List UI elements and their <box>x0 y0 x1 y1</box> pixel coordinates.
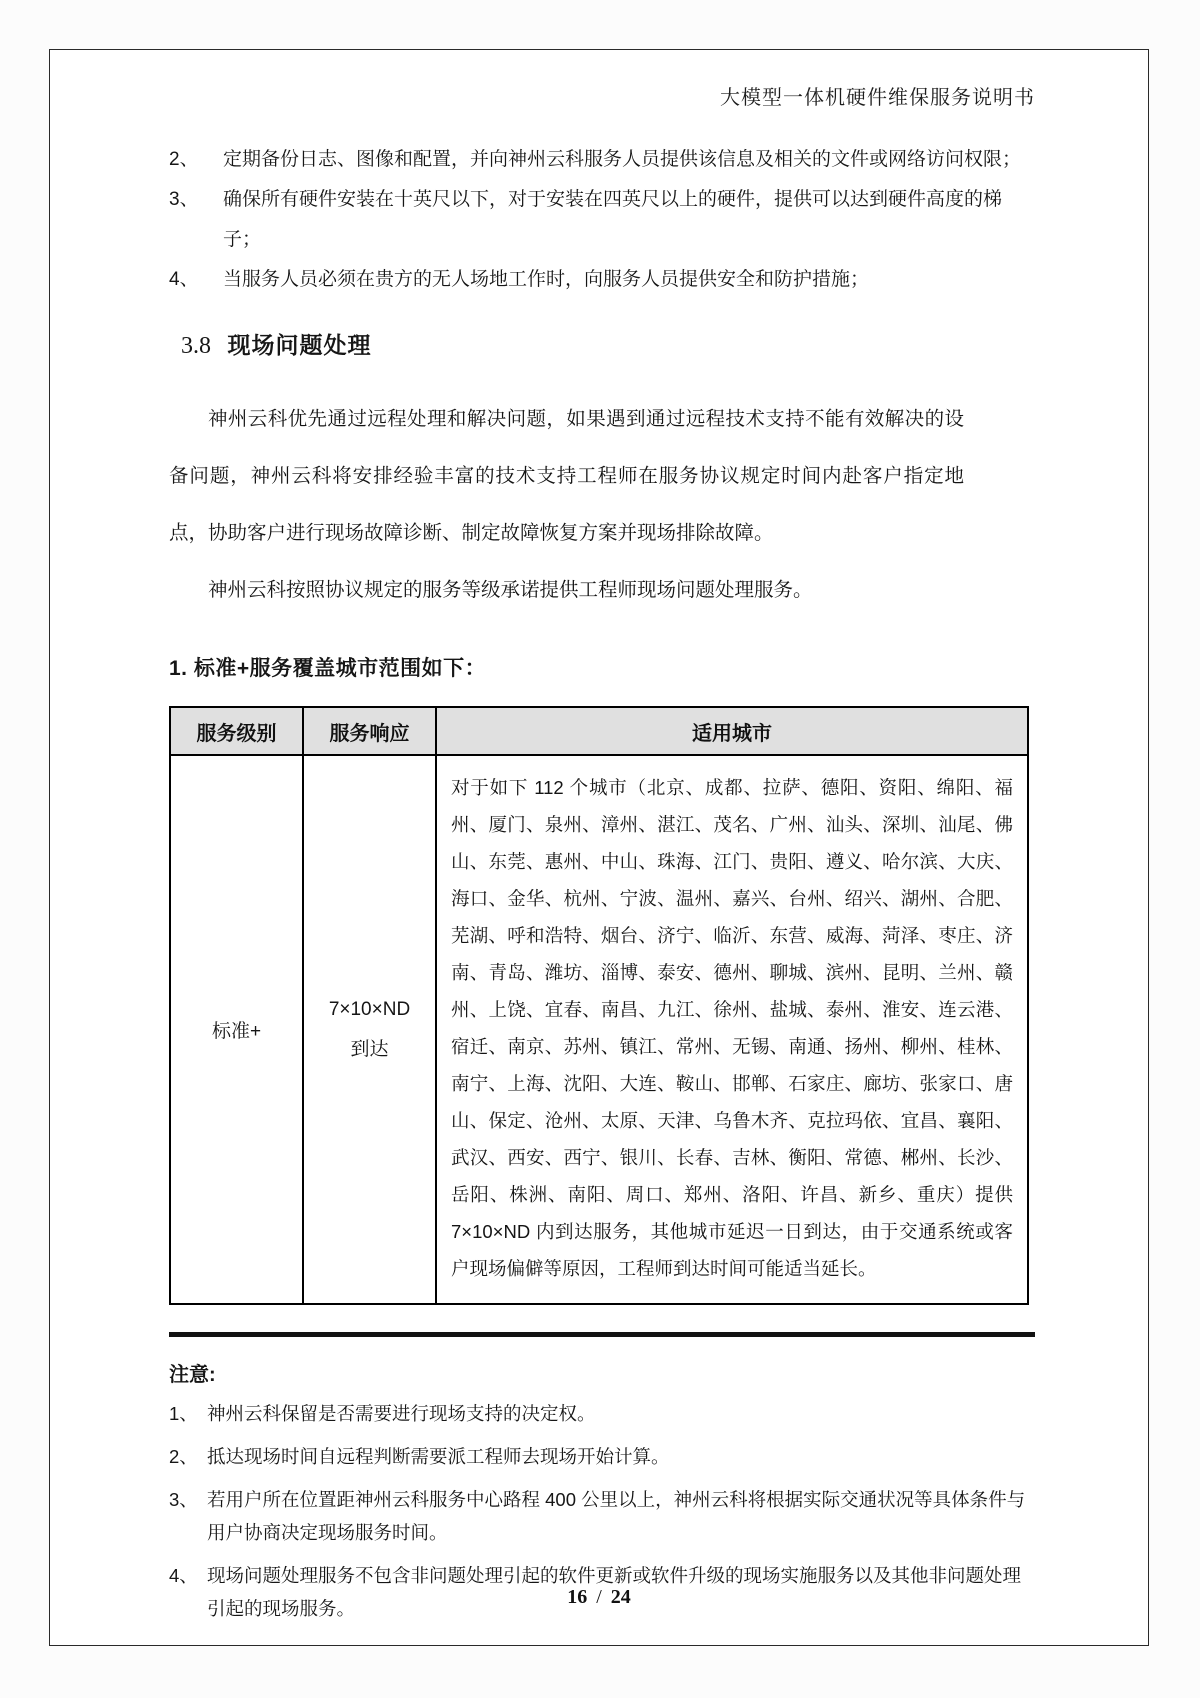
obligation-list <box>169 140 1035 300</box>
note-number: 4、 <box>169 1565 198 1586</box>
note-item <box>169 1440 1035 1473</box>
cell-service-response <box>303 755 436 1304</box>
section-title: 现场问题处理 <box>227 332 372 358</box>
list-item <box>169 260 1035 300</box>
list-item-text: 定期备份日志、图像和配置，并向神州云科服务人员提供该信息及相关的文件或网络访问权限； <box>223 149 1022 170</box>
coverage-heading: 1. 标准+服务覆盖城市范围如下： <box>169 657 487 680</box>
note-text: 神州云科保留是否需要进行现场支持的决定权。 <box>207 1403 596 1424</box>
note-number: 1、 <box>169 1403 198 1424</box>
note-text: 现场问题处理服务不包含非问题处理引起的软件更新或软件升级的现场实施服务以及其他非问题处理引起的现场服务。 <box>207 1565 1022 1619</box>
coverage-table <box>169 706 1029 1305</box>
note-text: 若用户所在位置距神州云科服务中心路程 400 公里以上，神州云科将根据实际交通状况等具体条件与用户协商决定现场服务时间。 <box>207 1489 1026 1543</box>
page-number-current: 16 <box>567 1586 588 1608</box>
column-header-service-level: 服务级别 <box>170 707 303 755</box>
note-text: 抵达现场时间自远程判断需要派工程师去现场开始计算。 <box>207 1446 670 1467</box>
list-item-text: 当服务人员必须在贵方的无人场地工作时，向服务人员提供安全和防护措施； <box>223 269 870 290</box>
section-heading <box>181 327 1035 360</box>
cell-applicable-cities: 对于如下 112 个城市（北京、成都、拉萨、德阳、资阳、绵阳、福州、厦门、泉州、漳州、湛江、茂名、广州、汕头、深圳、汕尾、佛山、东莞、惠州、中山、珠海、江门、贵阳、遵义、哈尔滨、大庆、海口、金华、杭州、宁波、温州、嘉兴、台州、绍兴、湖州、合肥、芜湖、呼和浩特、烟台、济宁、临沂、东营、威海、菏泽、枣庄、济南、青岛、潍坊、淄博、泰安、德州、聊城、滨州、昆明、兰州、赣州、上饶、宜春、南昌、九江、徐州、盐城、泰州、淮安、连云港、宿迁、南京、苏州、镇江、常州、无锡、南通、扬州、柳州、桂林、南宁、上海、沈阳、大连、鞍山、邯郸、石家庄、廊坊、张家口、唐山、保定、沧州、太原、天津、乌鲁木齐、克拉玛依、宜昌、襄阳、武汉、西安、西宁、银川、长春、吉林、衡阳、常德、郴州、长沙、岳阳、株洲、南阳、周口、郑州、洛阳、许昌、新乡、重庆）提供 7×10×ND 内到达服务，其他城市延迟一日到达，由于交通系统或客户现场偏僻等原因，工程师到达时间可能适当延长。 <box>436 755 1028 1304</box>
service-response-line2: 到达 <box>350 1038 389 1060</box>
page-border-frame <box>49 49 1149 1646</box>
paragraph: 神州云科优先通过远程处理和解决问题，如果遇到通过远程技术支持不能有效解决的设备问题，神州云科将安排经验丰富的技术支持工程师在服务协议规定时间内赴客户指定地点，协助客户进行现场故障诊断、制定故障恢复方案并现场排除故障。 <box>169 408 964 544</box>
list-item-number: 3、 <box>169 189 199 210</box>
page-number-separator: / <box>596 1586 602 1608</box>
notes-label: 注意: <box>169 1364 216 1386</box>
divider-rule <box>169 1332 1035 1337</box>
section-number: 3.8 <box>181 333 211 359</box>
note-item <box>169 1397 1035 1430</box>
page-footer <box>50 1586 1148 1609</box>
paragraph: 神州云科按照协议规定的服务等级承诺提供工程师现场问题处理服务。 <box>208 579 813 601</box>
column-header-service-response: 服务响应 <box>303 707 436 755</box>
column-header-applicable-cities: 适用城市 <box>436 707 1028 755</box>
list-item <box>169 140 1035 180</box>
note-number: 2、 <box>169 1446 198 1467</box>
page-content <box>169 81 1035 1625</box>
list-item-number: 4、 <box>169 269 199 290</box>
page-number-total: 24 <box>610 1586 631 1608</box>
note-number: 3、 <box>169 1489 198 1510</box>
header-title: 大模型一体机硬件维保服务说明书 <box>720 87 1035 109</box>
list-item <box>169 180 1035 260</box>
cell-service-level: 标准+ <box>170 755 303 1304</box>
note-item <box>169 1483 1035 1549</box>
service-response-line1: 7×10×ND <box>328 998 411 1020</box>
table-row <box>170 755 1028 1304</box>
list-item-text: 确保所有硬件安装在十英尺以下，对于安装在四英尺以上的硬件，提供可以达到硬件高度的梯子； <box>223 189 1003 250</box>
list-item-number: 2、 <box>169 149 199 170</box>
table-header-row <box>170 707 1028 755</box>
document-header <box>169 81 1035 110</box>
